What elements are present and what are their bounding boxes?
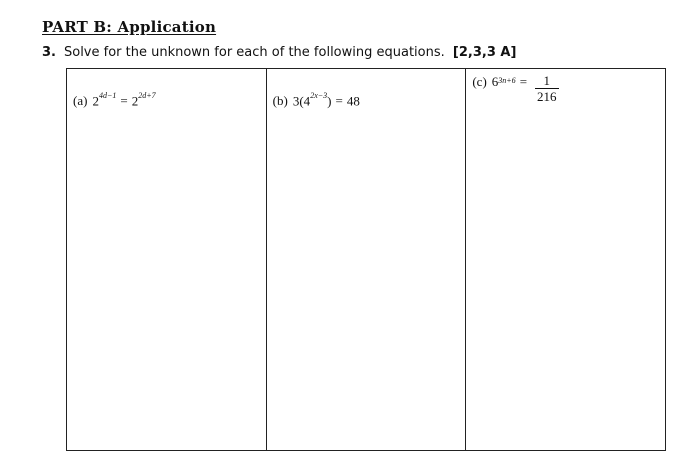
question-marks: [2,3,3 A] <box>452 45 517 60</box>
part-label-a: (a) <box>73 93 88 109</box>
equation-a-left-exponent: 4d−1 <box>98 91 117 100</box>
answer-cell-a[interactable] <box>67 69 267 450</box>
equation-c-denominator: 216 <box>537 89 557 104</box>
equation-c-numerator: 1 <box>543 73 551 88</box>
equation-c-fraction <box>535 74 559 104</box>
answer-cell-b[interactable] <box>267 69 467 450</box>
equation-c-base: 6 <box>491 74 499 89</box>
equation-b-prefix: 3(4 <box>292 93 311 109</box>
equation-c-exponent: 3n+6 <box>498 75 516 85</box>
equation-c <box>472 74 558 104</box>
part-label-b: (b) <box>272 93 288 109</box>
equation-c-operator: = <box>519 74 528 89</box>
question-number: 3. <box>42 45 56 60</box>
answer-table <box>66 68 666 451</box>
equation-a-operator: = <box>120 93 128 109</box>
equation-a-right-exponent: 2d+7 <box>138 91 156 100</box>
equation-a <box>73 93 156 109</box>
equation-a-right-base: 2 <box>131 93 139 109</box>
equation-a-left-base: 2 <box>92 93 99 109</box>
equation-b-suffix: ) <box>327 93 332 109</box>
equation-b-operator: = <box>335 93 343 109</box>
part-label-c: (c) <box>472 74 487 89</box>
equation-b-exponent: 2x−3 <box>310 91 328 100</box>
question-prompt <box>42 45 516 60</box>
equation-b <box>273 93 360 109</box>
answer-cell-c[interactable] <box>466 69 665 450</box>
question-text: Solve for the unknown for each of the following equations. <box>63 45 445 60</box>
section-title: PART B: Application <box>42 18 217 36</box>
equation-b-rhs: 48 <box>346 93 360 109</box>
